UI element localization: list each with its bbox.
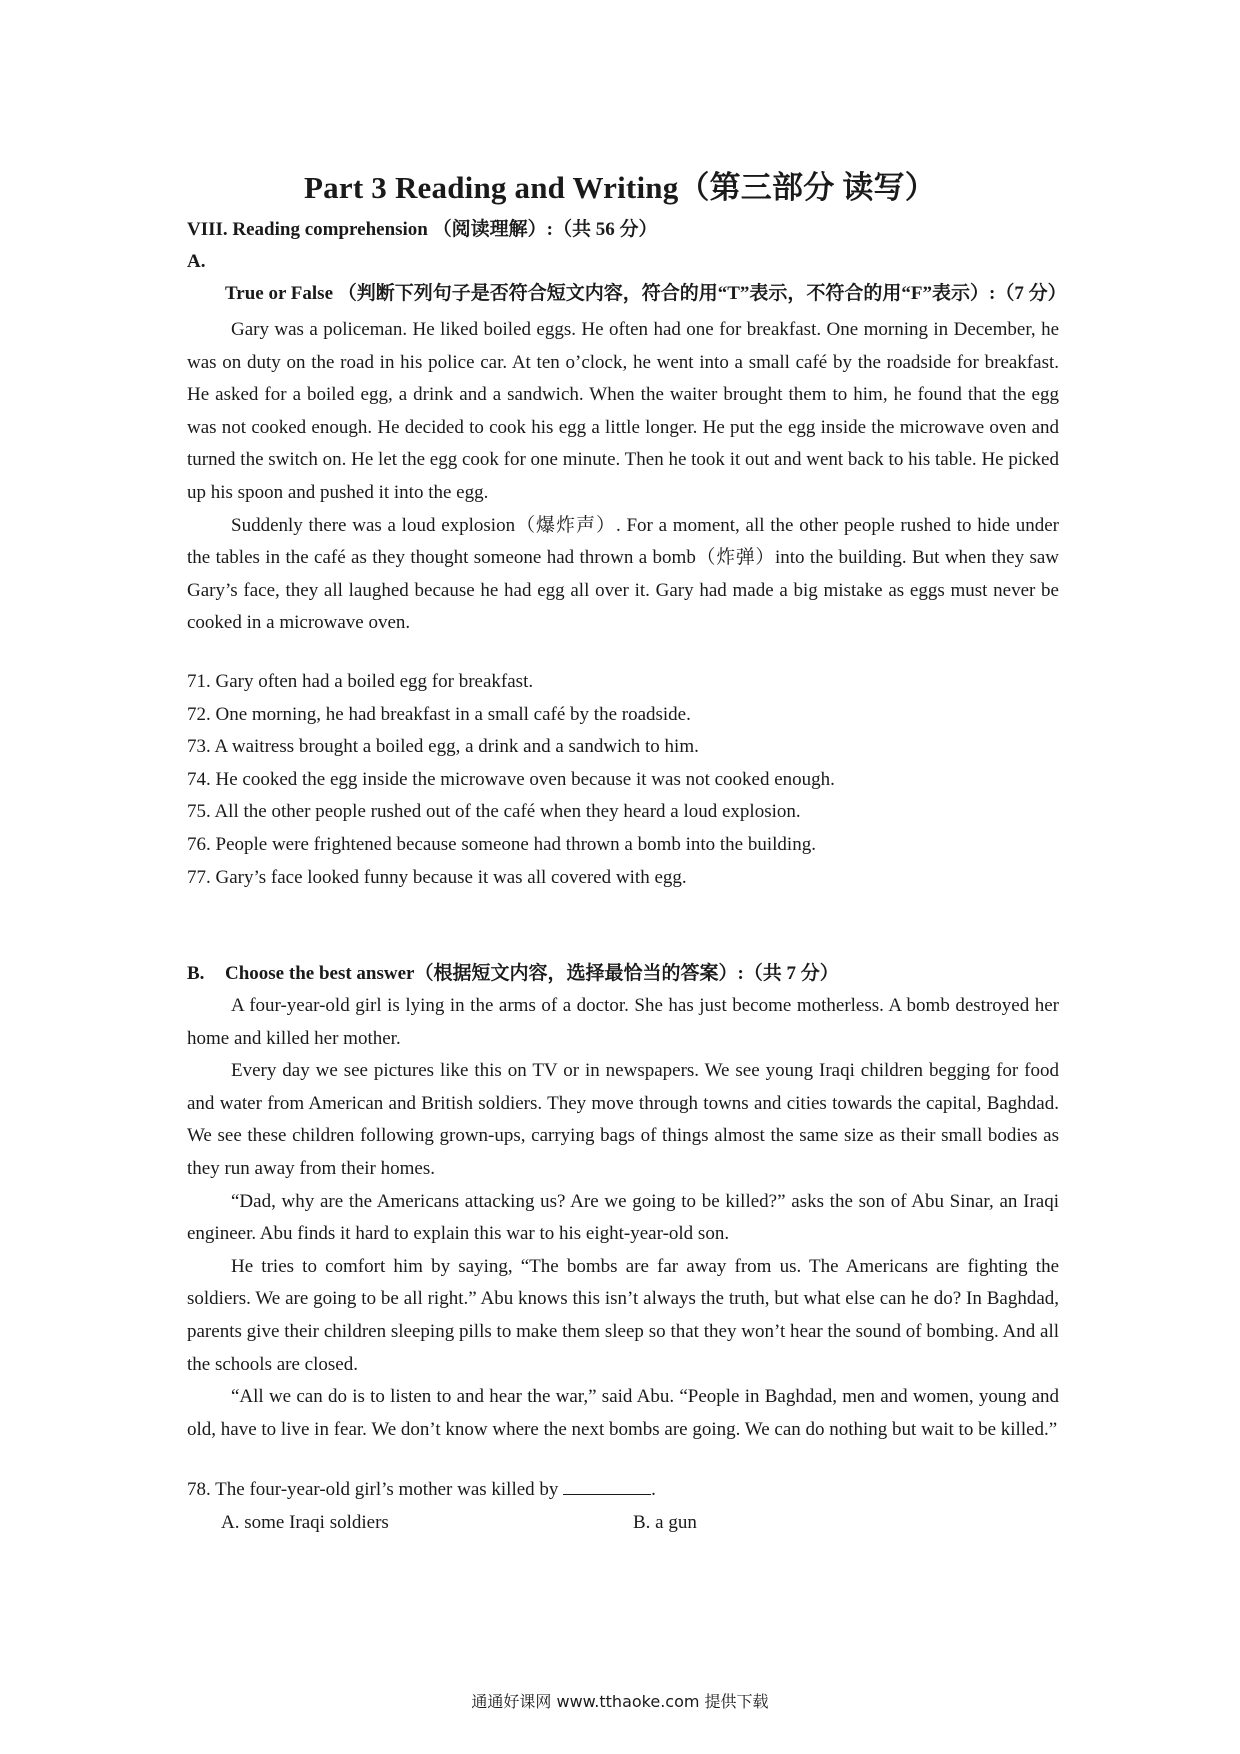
part-a bbox=[187, 222, 1067, 894]
part-b-paragraph-3: “Dad, why are the Americans attacking us? Are we going to be killed?” asks the son of Abu Sinar, an Iraqi engineer. Abu finds it hard to explain this war to his eight-year-old son. bbox=[187, 1190, 1059, 1245]
question-73: 73. A waitress brought a boiled egg, a drink and a sandwich to him. bbox=[187, 736, 699, 758]
part-a-heading-text: True or False （判断下列句子是否符合短文内容，符合的用“T”表示，不符合的用“F”表示）:（7 分） bbox=[225, 283, 1067, 304]
part-b-label: B. bbox=[187, 963, 205, 984]
question-77: 77. Gary’s face looked funny because it was all covered with egg. bbox=[187, 866, 687, 888]
option-a: A. some Iraqi soldiers bbox=[221, 1511, 389, 1533]
question-78-stem-text: 78. The four-year-old girl’s mother was killed by bbox=[187, 1479, 559, 1501]
question-78-options bbox=[187, 1507, 1059, 1539]
part-a-paragraph-2: Suddenly there was a loud explosion（爆炸声）. For a moment, all the other people rushed to hide under the tables in the café as they thought someone had thrown a bomb（炸弹）into the building. But when they saw Gary’s face, they all laughed because he had egg all over it. Gary had made a big mistake as eggs must never be cooked in a microwave oven. bbox=[187, 514, 1059, 634]
part-title: Part 3 Reading and Writing（第三部分 读写） bbox=[304, 170, 936, 205]
part-b-heading bbox=[187, 958, 1059, 990]
part-b-paragraph-4: He tries to comfort him by saying, “The bombs are far away from us. The Americans are fighting the soldiers. We are going to be all right.” Abu knows this isn’t always the truth, but what else can he do? In Baghdad, parents give their children sleeping pills to make them sleep so that they won’t hear the sound of bombing. And all the schools are closed. bbox=[187, 1255, 1059, 1375]
part-b-paragraph-2: Every day we see pictures like this on TV or in newspapers. We see young Iraqi children begging for food and water from American and British soldiers. They move through towns and cities towards the capital, Baghdad. We see these children following grown-ups, carrying bags of things almost the same size as their small bodies as they run away from their homes. bbox=[187, 1060, 1059, 1179]
part-a-heading bbox=[187, 246, 1067, 310]
question-71: 71. Gary often had a boiled egg for breakfast. bbox=[187, 670, 534, 692]
part-a-question-list bbox=[187, 666, 1059, 894]
question-74: 74. He cooked the egg inside the microwave oven because it was not cooked enough. bbox=[187, 768, 835, 790]
question-72: 72. One morning, he had breakfast in a small café by the roadside. bbox=[187, 703, 691, 725]
question-76: 76. People were frightened because someone had thrown a bomb into the building. bbox=[187, 833, 816, 855]
answer-blank bbox=[563, 1493, 651, 1495]
part-b bbox=[187, 958, 1059, 1539]
part-b-paragraph-1: A four-year-old girl is lying in the arms of a doctor. She has just become motherless. A bomb destroyed her home and killed her mother. bbox=[187, 995, 1059, 1049]
part-a-label: A. bbox=[187, 251, 206, 272]
question-78-end: . bbox=[651, 1479, 656, 1501]
part-b-heading-text: Choose the best answer（根据短文内容，选择最恰当的答案）:（共 7 分） bbox=[225, 963, 839, 984]
question-78-stem bbox=[187, 1474, 1059, 1507]
part-b-paragraph-5: “All we can do is to listen to and hear the war,” said Abu. “People in Baghdad, men and women, young and old, have to live in fear. We don’t know where the next bombs are going. We can do nothing but wait to be killed.” bbox=[187, 1386, 1059, 1440]
question-78 bbox=[187, 1474, 1059, 1539]
footer-source: 通通好课网 www.tthaoke.com 提供下载 bbox=[471, 1692, 769, 1711]
option-b: B. a gun bbox=[633, 1511, 697, 1533]
question-75: 75. All the other people rushed out of the café when they heard a loud explosion. bbox=[187, 801, 801, 823]
section-heading: VIII. Reading comprehension （阅读理解）:（共 56 分） bbox=[187, 219, 658, 240]
part-a-paragraph-1: Gary was a policeman. He liked boiled eggs. He often had one for breakfast. One morning in December, he was on duty on the road in his police car. At ten o’clock, he went into a small café by the roadside for breakfast. He asked for a boiled egg, a drink and a sandwich. When the waiter brought them to him, he found that the egg was not cooked enough. He decided to cook his egg a little longer. He put the egg inside the microwave oven and turned the switch on. He let the egg cook for one minute. Then he took it out and went back to his table. He picked up his spoon and pushed it into the egg. bbox=[187, 319, 1059, 503]
